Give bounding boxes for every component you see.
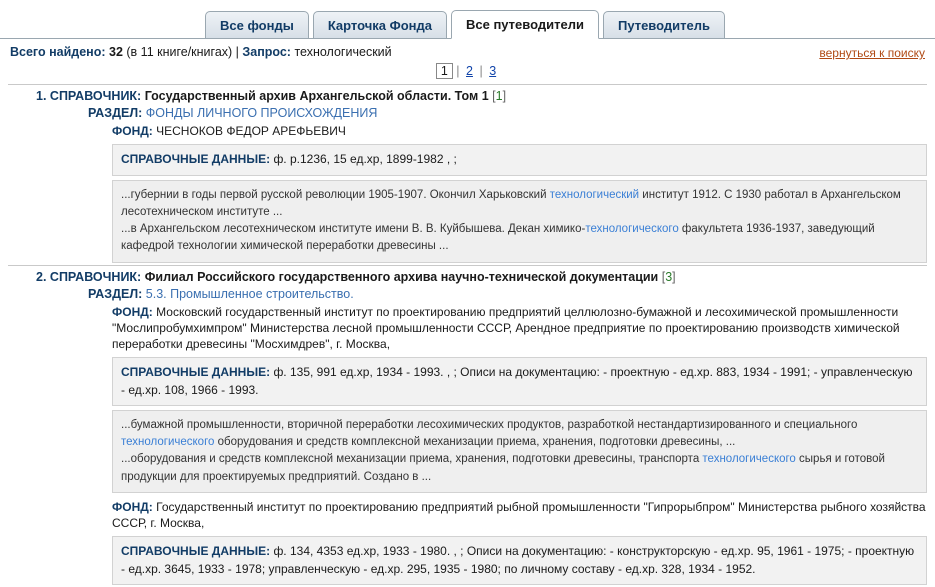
section-label: РАЗДЕЛ: [88,286,143,301]
fund-label: ФОНД: [112,124,153,138]
query-value: технологический [294,45,392,59]
result-title[interactable]: Государственный архив Архангельской области. Том 1 [144,89,489,103]
snippet-text: оборудования и средств комплексной механизации приема, хранения, подготовки древесины, ... [214,436,736,449]
reference-data-value: ф. 135, 991 ед.хр, 1934 - 1993. , ; Описи на документацию: - проектную - ед.хр. 883, 1934 - 1991; - управленческую - ед.хр. 108, 1966 - 1993. [121,365,913,397]
reference-data-box [112,144,927,175]
snippet-text: сырья и готовой продукции для проектируемых предприятий. Создано в ... [121,453,885,483]
snippet-text: ...оборудования и средств комплексной механизации приема, хранения, подготовки древесины, транспорта [121,453,703,466]
reference-data-value: ф. 134, 4353 ед.хр, 1933 - 1980. , ; Описи на документацию: - конструкторскую - ед.хр. 95, 1961 - 1975; - проектную - ед.хр. 3645, 1933 - 1978; управленческую - ед.хр. 295, 1935 - 1980; по личному составу - ед.хр. 328, 1934 - 1952. [121,544,915,576]
fund-value[interactable]: ЧЕСНОКОВ ФЕДОР АРЕФЬЕВИЧ [156,124,346,138]
tab-guide[interactable]: Путеводитель [603,11,725,39]
found-label: Всего найдено: [10,45,106,59]
page-link-2[interactable]: 2 [466,64,473,78]
reference-data-value: ф. р.1236, 15 ед.хр, 1899-1982 , ; [273,152,457,167]
snippet-box [112,180,927,263]
snippet-highlight: технологического [121,436,215,449]
snippet [121,417,918,452]
return-to-search-link[interactable]: вернуться к поиску [819,46,925,60]
tab-all-funds[interactable]: Все фонды [205,11,309,39]
reference-data-box [112,357,927,406]
tab-bar [0,0,935,39]
query-label: Запрос: [242,45,291,59]
snippet-text: ...бумажной промышленности, вторичной переработки лесохимических продуктов, разработкой нестандартизированного и специального [121,418,858,431]
snippet-text: ...в Архангельском лесотехническом институте имени В. В. Куйбышева. Декан химико- [121,223,586,236]
result-item [8,84,927,265]
fund-row [88,493,927,531]
section-value[interactable]: 5.3. Промышленное строительство. [145,286,354,301]
section-value[interactable]: ФОНДЫ ЛИЧНОГО ПРОИСХОЖДЕНИЯ [145,106,378,120]
fund-row [88,120,927,139]
result-item [8,265,927,587]
pagination [0,61,935,84]
result-type-label: СПРАВОЧНИК: [49,89,142,103]
snippet-text: факультета 1936-1937, заведующий кафедрой технологии химической переработки древесины ... [121,223,875,253]
result-title[interactable]: Филиал Российского государственного архива научно-технической документации [144,269,659,284]
pager-separator-1: | [456,64,460,78]
snippet-highlight: технологического [585,223,679,236]
summary-separator: | [235,45,239,59]
found-books: (в 11 книге/книгах) [126,45,233,59]
snippet [121,221,918,256]
fund-value[interactable]: Государственный институт по проектированию предприятий рыбной промышленности "Гипрорыбпром" Министерства рыбного хозяйства СССР, г. Москва, [112,499,926,531]
section-row [88,284,927,301]
fund-row [88,301,927,353]
reference-data-label: СПРАВОЧНЫЕ ДАННЫЕ: [121,365,271,380]
result-header [8,270,927,284]
result-type-label: СПРАВОЧНИК: [49,269,142,284]
snippet-highlight: технологического [702,453,796,466]
tab-fund-card[interactable]: Карточка Фонда [313,11,447,39]
snippet-box [112,410,927,493]
pager-separator-2: | [479,64,483,78]
page-current[interactable]: 1 [436,63,453,79]
fund-label: ФОНД: [112,304,153,319]
reference-data-label: СПРАВОЧНЫЕ ДАННЫЕ: [121,152,271,167]
found-count: 32 [109,45,123,59]
reference-data-box [112,536,927,585]
snippet [121,187,918,222]
snippet-highlight: технологический [549,188,640,201]
tab-all-guides[interactable]: Все путеводители [451,10,599,39]
snippet-text: институт 1912. С 1930 работал в Архангельском лесотехническом институте ... [121,188,901,218]
section-row [88,103,927,120]
result-number: 2. [36,269,47,284]
snippet-text: ...губернии в годы первой русской революции 1905-1907. Окончил Харьковский [121,188,550,201]
snippet [121,451,918,486]
results-list [0,84,935,587]
result-header [8,89,927,103]
fund-label: ФОНД: [112,499,153,514]
fund-value[interactable]: Московский государственный институт по проектированию предприятий целлюлозно-бумажной и лесохимической промышленности "Мослипробумхимпром" Министерства лесной промышленности СССР, Арендное предприятие по проектированию производств химической переработки древесины "Мосхимдрев", г. Москва, [112,304,900,351]
results-summary-bar [0,39,935,61]
reference-data-label: СПРАВОЧНЫЕ ДАННЫЕ: [121,544,271,559]
result-number: 1. [36,89,47,103]
page-link-3[interactable]: 3 [489,64,497,78]
section-label: РАЗДЕЛ: [88,106,143,120]
result-count: [1] [492,89,507,103]
result-count: [3] [661,269,676,284]
